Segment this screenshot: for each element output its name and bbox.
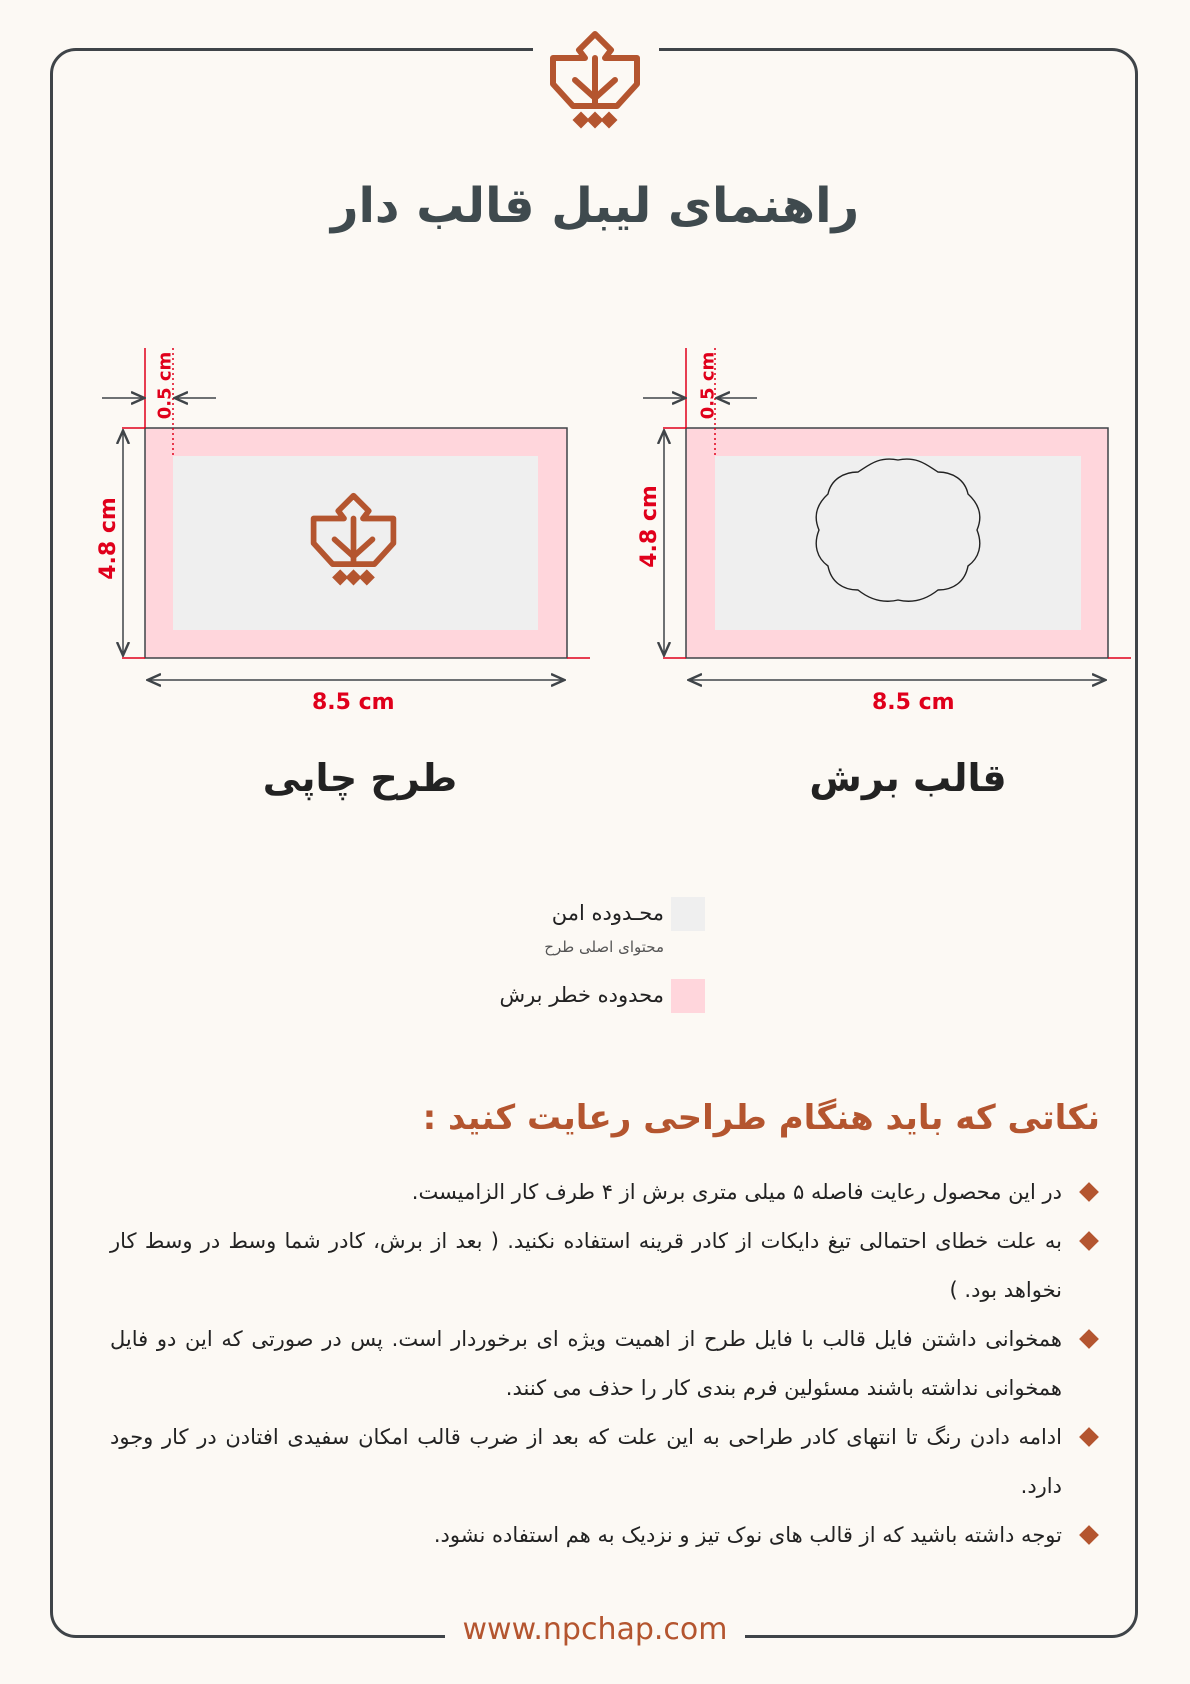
- safe-area-swatch: [671, 897, 705, 931]
- safe-area-sub-label: محتوای اصلی طرح: [544, 938, 664, 956]
- note-text: به علت خطای احتمالی تیغ دایکات از کادر قرینه استفاده نکنید. ( بعد از برش، کادر شما وسط در وسط کار نخواهد بود. ): [110, 1229, 1062, 1302]
- note-text: در این محصول رعایت فاصله ۵ میلی متری برش از ۴ طرف کار الزامیست.: [411, 1180, 1062, 1204]
- safe-area-label: محـدوده امن: [551, 901, 664, 925]
- bleed-area-label: محدوده خطر برش: [499, 983, 664, 1007]
- note-text: همخوانی داشتن فایل قالب با فایل طرح از اهمیت ویژه ای برخوردار است. پس در صورتی که این دو فایل همخوانی نداشته باشند مسئولین فرم بندی کار را حذف می کنند.: [110, 1327, 1062, 1400]
- bleed-area-swatch: [671, 979, 705, 1013]
- page-title: راهنمای لیبل قالب دار: [330, 178, 860, 234]
- diamond-bullet-icon: [1079, 1182, 1099, 1202]
- diamond-bullet-icon: [1079, 1329, 1099, 1349]
- notes-list: [110, 1168, 1100, 1560]
- print-width-label: 8.5 cm: [312, 690, 395, 715]
- maple-leaf-logo-icon: [545, 28, 645, 140]
- list-item: [110, 1413, 1100, 1511]
- note-text: ادامه دادن رنگ تا انتهای کادر طراحی به این علت که بعد از ضرب قالب امکان سفیدی افتادن در کار وجود دارد.: [110, 1425, 1062, 1498]
- diamond-bullet-icon: [1079, 1525, 1099, 1545]
- footer-url[interactable]: www.npchap.com: [462, 1612, 728, 1647]
- notes-title: نکاتی که باید هنگام طراحی رعایت کنید :: [422, 1098, 1100, 1138]
- print-panel-title: طرح چاپی: [262, 756, 458, 800]
- list-item: [110, 1511, 1100, 1560]
- list-item: [110, 1168, 1100, 1217]
- cut-width-label: 8.5 cm: [872, 690, 955, 715]
- cut-height-label: 4.8 cm: [636, 485, 662, 568]
- diamond-bullet-icon: [1079, 1427, 1099, 1447]
- note-text: توجه داشته باشید که از قالب های نوک تیز و نزدیک به هم استفاده نشود.: [433, 1523, 1062, 1547]
- print-margin-label: 0.5 cm: [154, 351, 176, 420]
- safe-area: [715, 456, 1081, 630]
- list-item: [110, 1315, 1100, 1413]
- print-height-label: 4.8 cm: [95, 497, 121, 580]
- cut-panel-title: قالب برش: [809, 756, 1007, 800]
- diamond-bullet-icon: [1079, 1231, 1099, 1251]
- cut-margin-label: 0.5 cm: [697, 351, 719, 420]
- list-item: [110, 1217, 1100, 1315]
